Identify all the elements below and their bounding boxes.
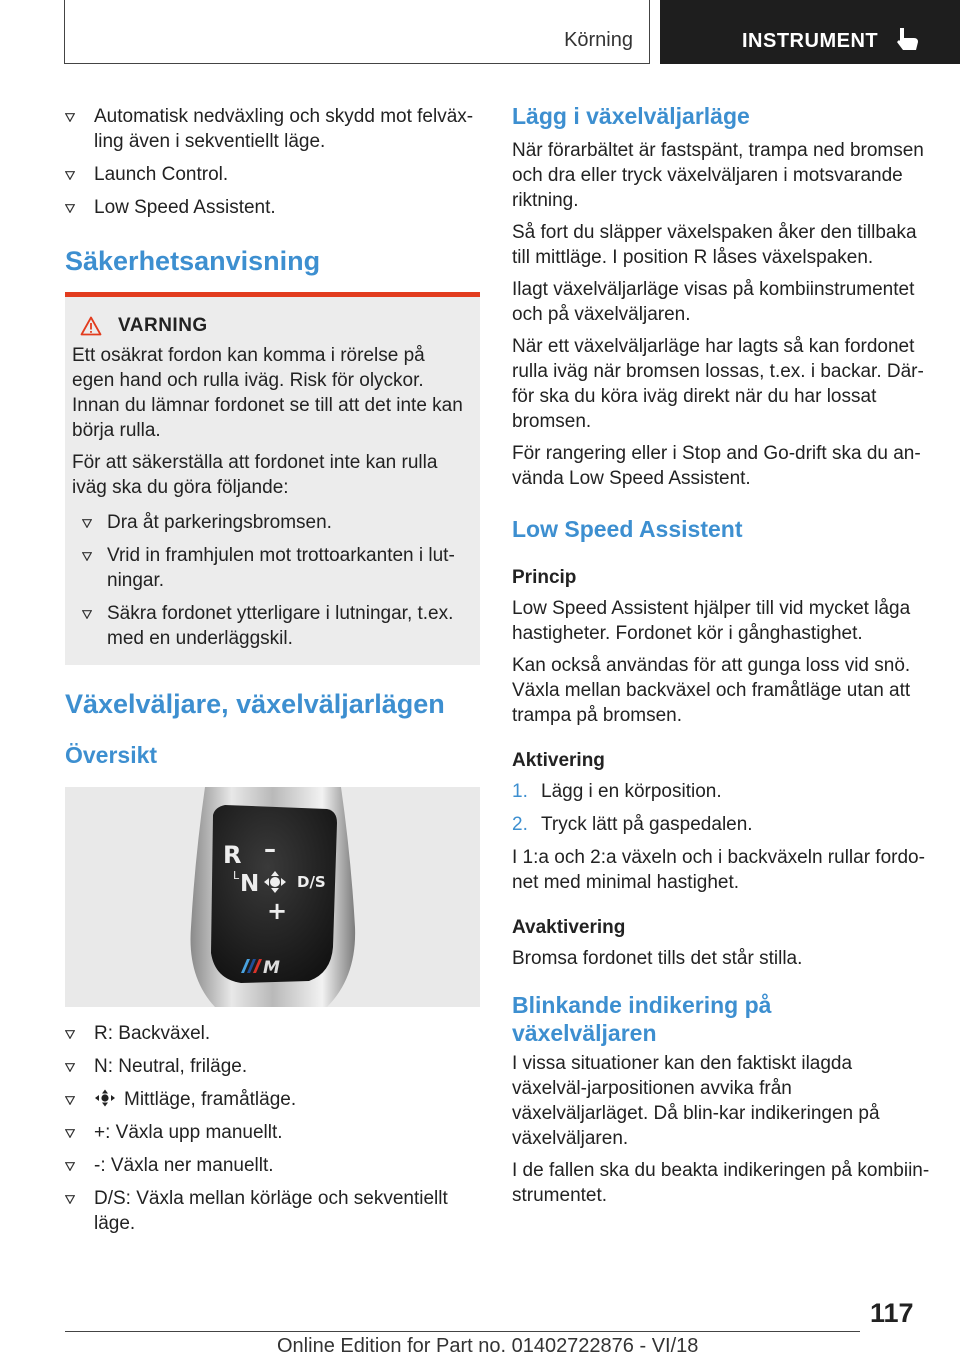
warning-triangle-icon — [80, 316, 102, 336]
knob-label-r: R — [223, 841, 242, 869]
list-item: 2. Tryck lätt på gaspedalen. — [512, 814, 753, 835]
right-column — [512, 100, 932, 1215]
list-item: R: Backväxel. — [65, 1021, 480, 1046]
paragraph: I de fallen ska du beakta indikeringen på kombiin-strumentet. — [512, 1160, 930, 1206]
footer-divider — [65, 1331, 860, 1332]
warning-paragraph: Ett osäkrat fordon kan komma i rörelse på egen hand och rulla iväg. Risk för olyckor. Innan du lämnar fordonet se till att det inte kan börja rulla. — [72, 345, 463, 441]
section-tab-label: INSTRUMENT — [742, 30, 879, 52]
triangle-bullet-icon — [65, 1129, 75, 1138]
warning-box — [65, 292, 480, 665]
triangle-bullet-icon — [65, 1162, 75, 1171]
left-column — [65, 100, 480, 1244]
list-item: -: Växla ner manuellt. — [65, 1153, 480, 1178]
subheading-lsa: Low Speed Assistent — [512, 516, 743, 542]
gear-selector-image — [65, 787, 480, 1007]
footer-edition: Online Edition for Part no. 01402722876 - VI/18 — [277, 1335, 699, 1357]
list-item: D/S: Växla mellan körläge och sekventiellt läge. — [65, 1186, 480, 1236]
list-item: Säkra fordonet ytterligare i lutningar, t.ex. med en underläggskil. — [72, 601, 472, 651]
chapter-tab[interactable] — [64, 0, 650, 64]
triangle-bullet-icon — [65, 1030, 75, 1039]
paragraph: Kan också användas för att gunga loss vid snö. Växla mellan backväxel och framåtläge utan att trampa på bromsen. — [512, 655, 911, 726]
center-position-icon — [94, 1089, 116, 1107]
list-item: Mittläge, framåtläge. — [65, 1087, 480, 1112]
triangle-bullet-icon — [65, 1096, 75, 1105]
section-heading-selector: Växelväljare, växelväljarlägen — [65, 689, 445, 719]
triangle-bullet-icon — [82, 519, 92, 528]
warning-paragraph: För att säkerställa att fordonet inte kan rulla iväg ska du göra följande: — [72, 452, 438, 498]
paragraph: I 1:a och 2:a växeln och i backväxeln rullar fordo-net med minimal hastighet. — [512, 847, 925, 893]
knob-label-plus: + — [267, 897, 288, 925]
triangle-bullet-icon — [65, 204, 75, 213]
subheading-blink: Blinkande indikering på växelväljaren — [512, 992, 772, 1046]
subheading-gear: Lägg i växelväljarläge — [512, 103, 750, 129]
paragraph: När ett växelväljarläge har lagts så kan fordonet rulla iväg när bromsen lossas, t.ex. i backar. Där-för ska du köra iväg direkt när du har lossat bromsen. — [512, 336, 924, 432]
knob-label-minus: – — [264, 835, 276, 863]
list-item: N: Neutral, friläge. — [65, 1054, 480, 1079]
triangle-bullet-icon — [65, 1063, 75, 1072]
triangle-bullet-icon — [65, 113, 75, 122]
list-item: Launch Control. — [65, 162, 480, 187]
list-item: Low Speed Assistent. — [65, 195, 480, 220]
section-tab[interactable] — [660, 0, 960, 64]
knob-label-ds: D/S — [297, 873, 326, 891]
knob-label-l: L — [233, 869, 240, 882]
list-item: Vrid in framhjulen mot trottoarkanten i lut-ningar. — [72, 543, 472, 593]
paragraph: Ilagt växelväljarläge visas på kombiinstrumentet och på växelväljaren. — [512, 279, 915, 325]
page-header — [0, 0, 960, 66]
paragraph: Bromsa fordonet tills det står stilla. — [512, 948, 803, 969]
svg-text:M: M — [263, 958, 280, 978]
paragraph: Så fort du släpper växelspaken åker den tillbaka till mittläge. I position R låses växelspaken. — [512, 222, 917, 268]
list-item: Automatisk nedväxling och skydd mot felväx-ling även i sekventiellt läge. — [65, 104, 480, 154]
subheading-overview: Översikt — [65, 742, 158, 768]
knob-label-n: N — [240, 871, 260, 897]
section-heading-safety: Säkerhetsanvisning — [65, 246, 321, 276]
page-number: 117 — [870, 1298, 914, 1328]
paragraph: När förarbältet är fastspänt, trampa ned bromsen och dra eller tryck växelväljaren i motsvarande riktning. — [512, 140, 924, 211]
list-item: +: Växla upp manuellt. — [65, 1120, 480, 1145]
heading-deactivation: Avaktivering — [512, 917, 626, 938]
triangle-bullet-icon — [65, 171, 75, 180]
triangle-bullet-icon — [65, 1195, 75, 1204]
paragraph: Low Speed Assistent hjälper till vid mycket låga hastigheter. Fordonet kör i gånghastighet. — [512, 598, 911, 644]
paragraph: För rangering eller i Stop and Go-drift ska du an-vända Low Speed Assistent. — [512, 443, 921, 489]
triangle-bullet-icon — [82, 552, 92, 561]
paragraph: I vissa situationer kan den faktiskt ilagda växelväl-jarpositionen avvika från växelväljarläget. Då blin-kar indikeringen på växelväljaren. — [512, 1053, 880, 1149]
list-item: 1. Lägg i en körposition. — [512, 781, 722, 802]
triangle-bullet-icon — [82, 610, 92, 619]
heading-activation: Aktivering — [512, 750, 605, 771]
chapter-tab-label: Körning — [564, 29, 633, 51]
heading-principle: Princip — [512, 567, 577, 588]
list-item: Dra åt parkeringsbromsen. — [72, 510, 472, 535]
warning-title: VARNING — [118, 315, 208, 336]
hand-pointing-icon — [894, 26, 920, 52]
